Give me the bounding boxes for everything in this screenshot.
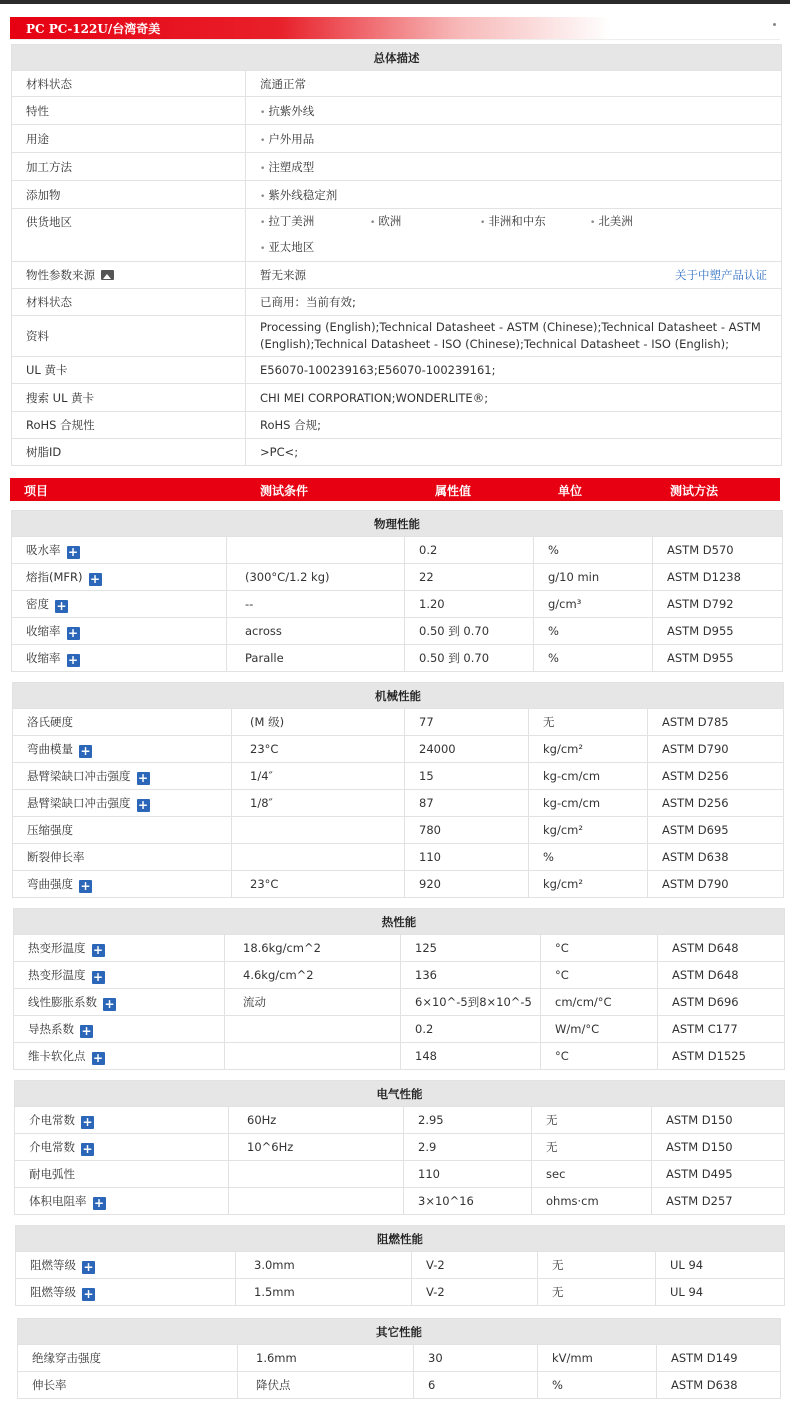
property-name xyxy=(13,844,232,871)
property-name-text: 阻燃等级 xyxy=(30,1284,76,1299)
overview-value-text: 暂无来源 xyxy=(260,268,306,282)
test-condition: 10^6Hz xyxy=(229,1134,404,1161)
overview-label-text: 材料状态 xyxy=(26,295,72,309)
property-row xyxy=(13,844,784,871)
overview-heading: 总体描述 xyxy=(12,45,782,71)
property-section-table xyxy=(14,1080,785,1215)
property-value: 0.50 到 0.70 xyxy=(405,645,534,672)
overview-label-text: UL 黄卡 xyxy=(26,363,68,377)
test-method: ASTM D790 xyxy=(648,871,784,898)
more-dot-icon xyxy=(773,23,776,26)
test-method: ASTM D149 xyxy=(657,1345,781,1372)
property-unit: W/m/°C xyxy=(541,1016,658,1043)
property-row xyxy=(12,537,783,564)
property-name xyxy=(13,871,232,898)
property-name xyxy=(13,709,232,736)
section-heading: 物理性能 xyxy=(12,511,783,537)
test-method: ASTM D648 xyxy=(658,962,785,989)
test-condition: 1.6mm xyxy=(238,1345,414,1372)
property-value: 24000 xyxy=(405,736,529,763)
property-value: 0.50 到 0.70 xyxy=(405,618,534,645)
property-value: 136 xyxy=(401,962,541,989)
overview-label-text: 树脂ID xyxy=(26,445,62,459)
test-method: ASTM D955 xyxy=(653,645,783,672)
test-condition: 60Hz xyxy=(229,1107,404,1134)
section-header-row xyxy=(15,1081,785,1107)
property-name-text: 弯曲强度 xyxy=(27,876,73,891)
property-name xyxy=(18,1372,238,1399)
property-value: 6×10^-5到8×10^-5 xyxy=(401,989,541,1016)
overview-label-text: RoHS 合规性 xyxy=(26,418,95,432)
property-name xyxy=(12,645,227,672)
property-value: 0.2 xyxy=(401,1016,541,1043)
property-name xyxy=(14,935,225,962)
property-name xyxy=(16,1279,236,1306)
property-name xyxy=(15,1134,229,1161)
bullet-item: • 欧洲 xyxy=(370,209,474,235)
property-name-text: 压缩强度 xyxy=(27,823,73,837)
overview-table xyxy=(11,44,782,466)
property-name xyxy=(12,591,227,618)
property-row xyxy=(14,1016,785,1043)
column-header-method: 测试方法 xyxy=(670,484,719,498)
test-condition xyxy=(229,1161,404,1188)
property-value: 0.2 xyxy=(405,537,534,564)
expand-plus-icon[interactable]: + xyxy=(82,1114,93,1129)
test-method: ASTM D792 xyxy=(653,591,783,618)
section-heading: 机械性能 xyxy=(13,683,784,709)
overview-row xyxy=(12,209,782,262)
test-method: ASTM D955 xyxy=(653,618,783,645)
property-unit: 无 xyxy=(538,1279,656,1306)
overview-row xyxy=(12,71,782,97)
property-row xyxy=(13,790,784,817)
bullet-item: • 非洲和中东 xyxy=(480,209,584,235)
overview-row xyxy=(12,97,782,125)
property-name-text: 阻燃等级 xyxy=(30,1257,76,1272)
section-header-row xyxy=(18,1319,781,1345)
property-name xyxy=(18,1345,238,1372)
property-name xyxy=(15,1161,229,1188)
test-condition: -- xyxy=(227,591,405,618)
property-name xyxy=(14,989,225,1016)
property-value: 15 xyxy=(405,763,529,790)
test-method: ASTM D790 xyxy=(648,736,784,763)
property-name-text: 熔指(MFR) xyxy=(26,569,83,584)
test-condition: Paralle xyxy=(227,645,405,672)
expand-plus-icon[interactable]: + xyxy=(81,1023,92,1038)
overview-label-text: 供货地区 xyxy=(26,215,72,229)
property-unit: kg/cm² xyxy=(529,871,648,898)
test-condition xyxy=(225,1016,401,1043)
property-name xyxy=(14,962,225,989)
overview-label xyxy=(12,289,246,316)
column-header-condition: 测试条件 xyxy=(260,484,309,498)
bullet-item: • 亚太地区 xyxy=(260,235,364,261)
property-row xyxy=(13,709,784,736)
property-unit: cm/cm/°C xyxy=(541,989,658,1016)
overview-label-text: 搜索 UL 黄卡 xyxy=(26,390,95,405)
property-value: 780 xyxy=(405,817,529,844)
test-condition: 1/4″ xyxy=(232,763,405,790)
property-section-table xyxy=(17,1318,781,1399)
expand-plus-icon[interactable]: + xyxy=(82,1141,93,1156)
property-value: 125 xyxy=(401,935,541,962)
property-unit: % xyxy=(529,844,648,871)
property-row xyxy=(16,1252,785,1279)
property-value: 110 xyxy=(405,844,529,871)
overview-value xyxy=(246,412,782,439)
property-unit: kg-cm/cm xyxy=(529,763,648,790)
expand-plus-icon[interactable]: + xyxy=(93,1195,105,1210)
test-condition xyxy=(232,817,405,844)
test-method: ASTM D785 xyxy=(648,709,784,736)
test-condition: 23°C xyxy=(232,736,405,763)
property-value: 30 xyxy=(414,1345,538,1372)
property-name-text: 维卡软化点 xyxy=(28,1048,86,1063)
property-name xyxy=(13,736,232,763)
property-row xyxy=(13,763,784,790)
property-value: 2.95 xyxy=(404,1107,532,1134)
property-name-text: 悬臂梁缺口冲击强度 xyxy=(27,768,131,783)
expand-plus-icon[interactable]: + xyxy=(92,969,104,984)
overview-value xyxy=(246,97,782,125)
property-name-text: 收缩率 xyxy=(26,650,61,665)
overview-value xyxy=(246,153,782,181)
bullet-item: • 户外用品 xyxy=(260,131,314,147)
property-unit: °C xyxy=(541,935,658,962)
property-name-text: 断裂伸长率 xyxy=(27,850,85,864)
test-method: ASTM D256 xyxy=(648,763,784,790)
overview-value-text: CHI MEI CORPORATION;WONDERLITE®; xyxy=(260,390,489,405)
property-section-table xyxy=(12,682,784,898)
overview-value-text: 流通正常 xyxy=(260,76,306,91)
test-condition xyxy=(225,1043,401,1070)
property-name-text: 热变形温度 xyxy=(28,967,86,982)
property-row xyxy=(15,1188,785,1215)
bullet-item: • 紫外线稳定剂 xyxy=(260,187,337,203)
overview-label xyxy=(12,71,246,97)
property-value: 2.9 xyxy=(404,1134,532,1161)
test-condition: 1.5mm xyxy=(236,1279,412,1306)
test-condition xyxy=(229,1188,404,1215)
section-header-row xyxy=(16,1226,785,1252)
property-name xyxy=(13,817,232,844)
property-section-table xyxy=(13,908,785,1070)
property-unit: kg-cm/cm xyxy=(529,790,648,817)
overview-value xyxy=(246,71,782,97)
property-unit: kV/mm xyxy=(538,1345,657,1372)
property-name xyxy=(15,1188,229,1215)
property-unit: 无 xyxy=(529,709,648,736)
property-unit: ohms·cm xyxy=(532,1188,652,1215)
test-condition: 23°C xyxy=(232,871,405,898)
property-unit: kg/cm² xyxy=(529,817,648,844)
property-value: 148 xyxy=(401,1043,541,1070)
test-condition: 1/8″ xyxy=(232,790,405,817)
section-header-row xyxy=(13,683,784,709)
property-name xyxy=(16,1252,236,1279)
expand-plus-icon[interactable]: + xyxy=(80,743,91,758)
top-border xyxy=(0,0,790,4)
test-method: ASTM D1525 xyxy=(658,1043,785,1070)
property-row xyxy=(12,591,783,618)
overview-label xyxy=(12,316,246,357)
title-bar xyxy=(10,17,780,40)
overview-label-text: 资料 xyxy=(26,329,49,343)
property-name-text: 弯曲模量 xyxy=(27,741,73,756)
test-method: ASTM D256 xyxy=(648,790,784,817)
property-row xyxy=(12,618,783,645)
test-method: ASTM D648 xyxy=(658,935,785,962)
property-row xyxy=(14,962,785,989)
property-value: 22 xyxy=(405,564,534,591)
overview-value xyxy=(246,262,782,289)
column-header-value: 属性值 xyxy=(435,484,472,498)
test-method: ASTM D638 xyxy=(657,1372,781,1399)
property-name-text: 绝缘穿击强度 xyxy=(32,1351,101,1365)
property-unit: 无 xyxy=(532,1134,652,1161)
overview-row xyxy=(12,125,782,153)
property-name xyxy=(12,618,227,645)
overview-label xyxy=(12,262,246,289)
test-method: ASTM C177 xyxy=(658,1016,785,1043)
test-condition xyxy=(232,844,405,871)
test-method: ASTM D150 xyxy=(652,1134,785,1161)
property-name-text: 洛氏硬度 xyxy=(27,715,73,729)
property-value: 3×10^16 xyxy=(404,1188,532,1215)
property-unit: 无 xyxy=(538,1252,656,1279)
overview-label-text: 加工方法 xyxy=(26,159,72,174)
property-row xyxy=(16,1279,785,1306)
test-condition: 18.6kg/cm^2 xyxy=(225,935,401,962)
overview-value xyxy=(246,125,782,153)
property-value: 87 xyxy=(405,790,529,817)
overview-label xyxy=(12,412,246,439)
test-condition: 降伏点 xyxy=(238,1372,414,1399)
overview-row xyxy=(12,153,782,181)
expand-plus-icon[interactable]: + xyxy=(67,625,79,640)
property-unit: kg/cm² xyxy=(529,736,648,763)
property-unit: g/10 min xyxy=(534,564,653,591)
overview-label-text: 物性参数来源 xyxy=(26,268,95,282)
overview-header-row xyxy=(12,45,782,71)
test-condition: 流动 xyxy=(225,989,401,1016)
overview-label xyxy=(12,153,246,181)
property-name-text: 热变形温度 xyxy=(28,940,86,955)
section-header-row xyxy=(14,909,785,935)
property-name-text: 伸长率 xyxy=(32,1378,67,1392)
expand-plus-icon[interactable]: + xyxy=(92,1050,104,1065)
overview-value-text: E56070-100239163;E56070-100239161; xyxy=(260,363,496,377)
property-value: 77 xyxy=(405,709,529,736)
overview-label xyxy=(12,384,246,412)
bullet-item: • 抗紫外线 xyxy=(260,103,314,119)
property-row xyxy=(12,564,783,591)
overview-row xyxy=(12,181,782,209)
test-method: ASTM D495 xyxy=(652,1161,785,1188)
expand-plus-icon[interactable]: + xyxy=(137,770,149,785)
expand-plus-icon[interactable]: + xyxy=(67,544,79,559)
property-name-text: 介电常数 xyxy=(29,1112,75,1127)
property-section-table xyxy=(15,1225,785,1306)
test-method: ASTM D570 xyxy=(653,537,783,564)
property-name xyxy=(14,1016,225,1043)
property-name-text: 收缩率 xyxy=(26,623,61,638)
test-method: UL 94 xyxy=(656,1252,785,1279)
property-row xyxy=(15,1107,785,1134)
property-row xyxy=(18,1345,781,1372)
property-section-table xyxy=(11,510,783,672)
test-method: ASTM D257 xyxy=(652,1188,785,1215)
property-value: 920 xyxy=(405,871,529,898)
overview-value xyxy=(246,384,782,412)
property-name-text: 介电常数 xyxy=(29,1139,75,1154)
test-condition: (M 级) xyxy=(232,709,405,736)
property-row xyxy=(13,817,784,844)
overview-label xyxy=(12,357,246,384)
property-unit: 无 xyxy=(532,1107,652,1134)
overview-value xyxy=(246,209,782,262)
overview-label xyxy=(12,439,246,466)
property-name-text: 吸水率 xyxy=(26,542,61,557)
property-unit: g/cm³ xyxy=(534,591,653,618)
section-heading: 阻燃性能 xyxy=(16,1226,785,1252)
overview-value-text: >PC<; xyxy=(260,445,299,459)
overview-row xyxy=(12,384,782,412)
test-method: ASTM D695 xyxy=(648,817,784,844)
overview-label xyxy=(12,97,246,125)
certification-link[interactable]: 关于中塑产品认证 xyxy=(675,268,767,282)
column-header-item: 项目 xyxy=(24,484,49,498)
property-name-text: 导热系数 xyxy=(28,1021,74,1036)
test-method: ASTM D638 xyxy=(648,844,784,871)
overview-row xyxy=(12,412,782,439)
property-name xyxy=(12,564,227,591)
column-header-unit: 单位 xyxy=(558,484,583,498)
overview-row xyxy=(12,357,782,384)
property-row xyxy=(13,871,784,898)
property-row xyxy=(14,989,785,1016)
overview-value xyxy=(246,181,782,209)
expand-plus-icon[interactable]: + xyxy=(89,571,101,586)
overview-value xyxy=(246,289,782,316)
overview-label-text: 用途 xyxy=(26,131,49,146)
property-name xyxy=(14,1043,225,1070)
overview-label-text: 特性 xyxy=(26,103,49,118)
property-row xyxy=(14,1043,785,1070)
overview-label xyxy=(12,125,246,153)
page-title: PC PC-122U/台湾奇美 xyxy=(26,22,161,36)
overview-value-text: Processing (English);Technical Datasheet - ASTM (Chinese);Technical Datasheet - ASTM (English);Technical Datasheet - ISO (Chinese);Technical Datasheet - ISO (English); xyxy=(260,320,761,351)
overview-row xyxy=(12,439,782,466)
column-header-bar xyxy=(10,478,780,501)
test-condition: across xyxy=(227,618,405,645)
overview-value-text: 已商用：当前有效; xyxy=(260,295,356,309)
property-unit: % xyxy=(534,618,653,645)
overview-value xyxy=(246,316,782,357)
property-unit: °C xyxy=(541,1043,658,1070)
expand-plus-icon[interactable]: + xyxy=(80,878,91,893)
expand-plus-icon[interactable]: + xyxy=(104,996,115,1011)
property-name-text: 密度 xyxy=(26,596,49,611)
section-heading: 热性能 xyxy=(14,909,785,935)
property-name xyxy=(13,790,232,817)
bullet-item: • 拉丁美洲 xyxy=(260,209,364,235)
overview-label-text: 材料状态 xyxy=(26,76,72,91)
property-unit: sec xyxy=(532,1161,652,1188)
expand-plus-icon[interactable]: + xyxy=(83,1259,94,1274)
test-method: UL 94 xyxy=(656,1279,785,1306)
property-unit: °C xyxy=(541,962,658,989)
test-condition: 4.6kg/cm^2 xyxy=(225,962,401,989)
property-name-text: 悬臂梁缺口冲击强度 xyxy=(27,795,131,810)
section-heading: 电气性能 xyxy=(15,1081,785,1107)
property-value: V-2 xyxy=(412,1252,538,1279)
property-row xyxy=(15,1134,785,1161)
property-row xyxy=(15,1161,785,1188)
overview-label xyxy=(12,209,246,262)
property-value: 1.20 xyxy=(405,591,534,618)
test-method: ASTM D696 xyxy=(658,989,785,1016)
property-name-text: 线性膨胀系数 xyxy=(28,994,97,1009)
property-row xyxy=(12,645,783,672)
property-name xyxy=(12,537,227,564)
section-heading: 其它性能 xyxy=(18,1319,781,1345)
property-unit: % xyxy=(534,537,653,564)
overview-label xyxy=(12,181,246,209)
property-value: 6 xyxy=(414,1372,538,1399)
image-icon[interactable] xyxy=(101,270,114,280)
expand-plus-icon[interactable]: + xyxy=(137,797,149,812)
test-condition: 3.0mm xyxy=(236,1252,412,1279)
property-value: V-2 xyxy=(412,1279,538,1306)
property-row xyxy=(18,1372,781,1399)
property-name-text: 耐电弧性 xyxy=(29,1167,75,1181)
test-method: ASTM D1238 xyxy=(653,564,783,591)
overview-row xyxy=(12,289,782,316)
overview-label-text: 添加物 xyxy=(26,187,61,202)
bullet-item: • 北美洲 xyxy=(590,209,694,235)
expand-plus-icon[interactable]: + xyxy=(67,652,79,667)
property-value: 110 xyxy=(404,1161,532,1188)
expand-plus-icon[interactable]: + xyxy=(56,598,67,613)
section-header-row xyxy=(12,511,783,537)
overview-row xyxy=(12,262,782,289)
property-row xyxy=(14,935,785,962)
property-name xyxy=(15,1107,229,1134)
expand-plus-icon[interactable]: + xyxy=(92,942,104,957)
property-name-text: 体积电阻率 xyxy=(29,1193,87,1208)
overview-row xyxy=(12,316,782,357)
test-method: ASTM D150 xyxy=(652,1107,785,1134)
overview-value xyxy=(246,357,782,384)
property-row xyxy=(13,736,784,763)
property-name xyxy=(13,763,232,790)
overview-value-text: RoHS 合规; xyxy=(260,418,321,432)
test-condition: (300°C/1.2 kg) xyxy=(227,564,405,591)
bullet-item: • 注塑成型 xyxy=(260,159,314,175)
property-unit: % xyxy=(538,1372,657,1399)
overview-value xyxy=(246,439,782,466)
property-unit: % xyxy=(534,645,653,672)
test-condition xyxy=(227,537,405,564)
expand-plus-icon[interactable]: + xyxy=(83,1286,94,1301)
